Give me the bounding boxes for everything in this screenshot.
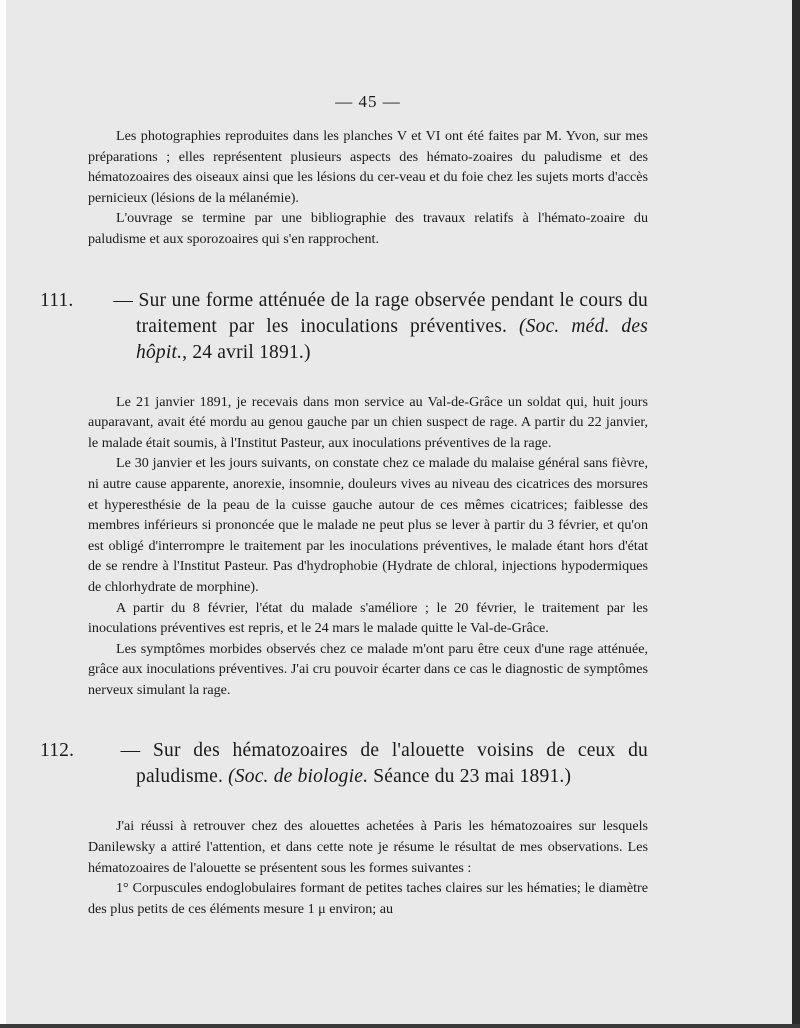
- entry-source: (Soc. de biologie.: [228, 766, 369, 788]
- entry-date: Séance du 23 mai 1891.): [368, 766, 572, 788]
- body-paragraph: A partir du 8 février, l'état du malade s'améliore ; le 20 février, le traitement par les inoculations préventives est repris, et le 24 mars le malade quitte le Val-de-Grâce.: [88, 599, 648, 637]
- body-paragraph: Les symptômes morbides observés chez ce malade m'ont paru être ceux d'une rage atténuée, grâce aux inoculations préventives. J'ai cru pouvoir écarter dans ce cas le diagnostic de symptômes nerveux simulant la rage.: [88, 640, 648, 698]
- entry-title: — Sur une forme atténuée de la rage observée pendant le cours du traitement par les inoculations préventives.: [113, 289, 648, 337]
- scan-border-right: [792, 0, 800, 1028]
- entry-number: 111.: [40, 289, 74, 311]
- body-paragraph: J'ai réussi à retrouver chez des alouettes achetées à Paris les hématozoaires sur lesquels Danilewsky a attiré l'attention, et dans cette note je résume le résultat de mes observations. Les hématozoaires de l'alouette se présentent sous les formes suivantes :: [88, 818, 648, 876]
- page-number: — 45 —: [335, 92, 401, 111]
- entry-date: , 24 avril 1891.): [182, 341, 311, 363]
- page-content: [40, 92, 648, 919]
- entry-number: 112.: [40, 740, 75, 762]
- body-paragraph: 1° Corpuscules endoglobulaires formant de petites taches claires sur les hématies; le diamètre des plus petits de ces éléments mesure 1 μ environ; au: [88, 880, 648, 917]
- body-paragraph: Le 21 janvier 1891, je recevais dans mon service au Val-de-Grâce un soldat qui, huit jours auparavant, avait été mordu au genou gauche par un chien suspect de rage. A partir du 22 janvier, le malade était soumis, à l'Institut Pasteur, aux inoculations préventives de la rage.: [88, 393, 648, 451]
- entry-source: (Soc. méd. des hôpit.: [136, 315, 648, 363]
- body-paragraph: Le 30 janvier et les jours suivants, on constate chez ce malade du malaise général sans fièvre, ni autre cause apparente, anorexie, insomnie, douleurs vives au niveau des cicatrices des morsures et hyperesthésie de la peau de la cuisse gauche autour de ces mêmes cicatrices; faiblesse des membres inférieurs si prononcée que le malade ne peut plus se lever à partir du 3 février, et qu'on est obligé d'interrompre le traitement par les inoculations préventives, le malade étant hors d'état de se rendre à l'Institut Pasteur. Pas d'hydrophobie (Hydrate de chloral, injections hypodermiques de chlorhydrate de morphine).: [88, 455, 648, 595]
- entry-heading: [40, 288, 648, 366]
- intro-paragraph: L'ouvrage se termine par une bibliographie des travaux relatifs à l'hémato-zoaire du paludisme et aux sporozoaires qui s'en rapprochent.: [88, 210, 648, 247]
- scan-border-bottom: [0, 1024, 800, 1028]
- entry-title: — Sur des hématozoaires de l'alouette voisins de ceux du paludisme.: [120, 740, 648, 788]
- intro-paragraph: Les photographies reproduites dans les planches V et VI ont été faites par M. Yvon, sur mes préparations ; elles représentent plusieurs aspects des hémato-zoaires du paludisme et des hématozoaires des oiseaux ainsi que les lésions du cer-veau et du foie chez les sujets morts d'accès pernicieux (lésions de la mélanémie).: [88, 128, 648, 206]
- entry-heading: [40, 738, 648, 790]
